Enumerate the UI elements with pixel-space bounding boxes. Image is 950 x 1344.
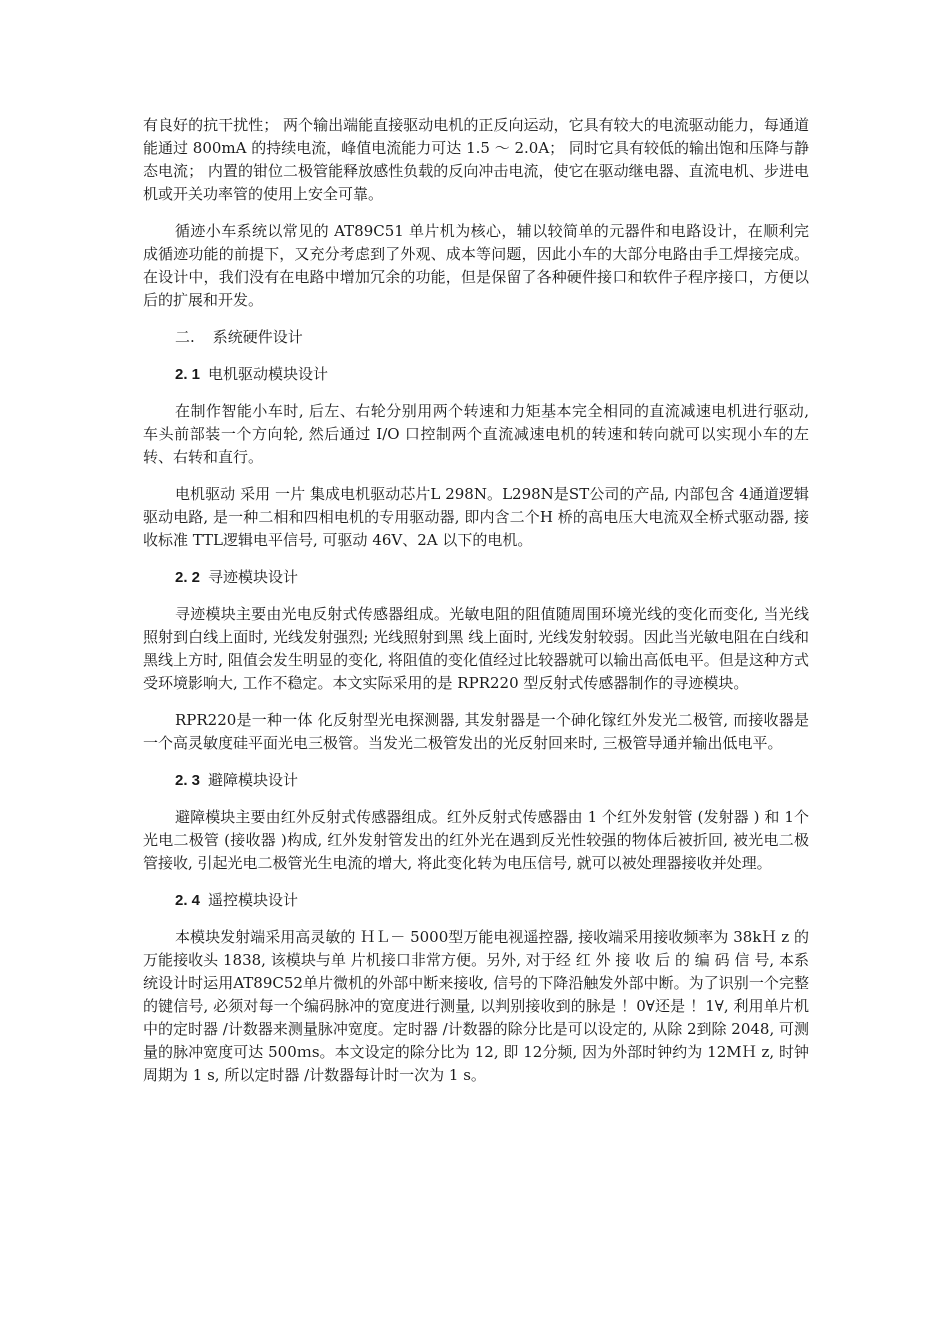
document-body (143, 114, 809, 1101)
paragraph: 在制作智能小车时, 后左、右轮分别用两个转速和力矩基本完全相同的直流减速电机进行驱动, 车头前部装一个方向轮, 然后通过 I/O 口控制两个直流减速电机的转速和转向就可以实现小车的左转、右转和直行。 (143, 402, 809, 466)
section-heading (143, 326, 809, 349)
paragraph: 本模块发射端采用高灵敏的 ＨＬ－ 5000型万能电视遥控器, 接收端采用接收频率为 38kＨ z 的万能接收头 1838, 该模块与单 片机接口非常方便。另外, 对于经 红 外 接 收 后 的 编 码 信 号, 本系统设计时运用AT89C52单片微机的外部中断来接收, 信号的下降沿触发外部中断。为了识别一个完整的键信号, 必须对每一个编码脉冲的宽度进行测量, 以判别接收到的脉是 ！0∀还是 ！1∀, 利用单片机中的定时器 /计数器来测量脉冲宽度。定时器 /计数器的除分比是可以设定的, 从除 2到除 2048, 可测量的脉冲宽度可达 500ｍs。本文设定的除分比为 12, 即 12分频, 因为外部时钟约为 12MＨ z, 时钟周期为 1 s, 所以定时器 /计数器每计时一次为 1 s。 (143, 928, 809, 1084)
section-number: 二. (175, 328, 195, 346)
section-heading (143, 363, 809, 386)
paragraph: 有良好的抗干扰性； 两个输出端能直接驱动电机的正反向运动，它具有较大的电流驱动能力，每通道能通过 800mA 的持续电流，峰值电流能力可达 1.5 ～ 2.0A； 同时它具有较低的输出饱和压降与静态电流； 内置的钳位二极管能释放感性负载的反向冲击电流，使它在驱动继电器、直流电机、步进电机或开关功率管的使用上安全可靠。 (143, 116, 809, 203)
section-heading (143, 566, 809, 589)
section-title: 电机驱动模块设计 (208, 365, 329, 383)
paragraph: 避障模块主要由红外反射式传感器组成。红外反射式传感器由 1 个红外发射管 (发射器 ) 和 1个光电二极管 (接收器 )构成, 红外发射管发出的红外光在遇到反光性较强的物体后被折回, 被光电二极管接收, 引起光电二极管光生电流的增大, 将此变化转为电压信号, 就可以被处理器接收并处理。 (143, 808, 809, 872)
section-number: 2. 2 (175, 569, 201, 586)
paragraph: 循迹小车系统以常见的 AT89C51 单片机为核心，辅以较简单的元器件和电路设计，在顺利完成循迹功能的前提下，又充分考虑到了外观、成本等问题，因此小车的大部分电路由手工焊接完成。在设计中，我们没有在电路中增加冗余的功能，但是保留了各种硬件接口和软件子程序接口，方便以后的扩展和开发。 (143, 222, 809, 309)
paragraph: 寻迹模块主要由光电反射式传感器组成。光敏电阻的阻值随周围环境光线的变化而变化, 当光线照射到白线上面时, 光线发射强烈; 光线照射到黑 线上面时, 光线发射较弱。因此当光敏电阻在白线和黑线上方时, 阻值会发生明显的变化, 将阻值的变化值经过比较器就可以输出高低电平。但是这种方式受环境影响大, 工作不稳定。本文实际采用的是 RPR220 型反射式传感器制作的寻迹模块。 (143, 605, 809, 692)
section-number: 2. 1 (175, 366, 201, 383)
section-number: 2. 4 (175, 892, 201, 909)
section-number: 2. 3 (175, 772, 201, 789)
section-heading (143, 889, 809, 912)
section-title: 寻迹模块设计 (208, 568, 299, 586)
section-heading (143, 769, 809, 792)
paragraph: 电机驱动 采用 一片 集成电机驱动芯片L 298N。L298N是ST公司的产品, 内部包含 4通道逻辑驱动电路, 是一种二相和四相电机的专用驱动器, 即内含二个H 桥的高电压大电流双全桥式驱动器, 接收标准 TTL逻辑电平信号, 可驱动 46V、2A 以下的电机。 (143, 485, 809, 549)
section-title: 避障模块设计 (208, 771, 299, 789)
section-title: 遥控模块设计 (208, 891, 299, 909)
section-title: 系统硬件设计 (212, 328, 303, 346)
paragraph: RPR220是一种一体 化反射型光电探测器, 其发射器是一个砷化镓红外发光二极管, 而接收器是一个高灵敏度硅平面光电三极管。当发光二极管发出的光反射回来时, 三极管导通并输出低电平。 (143, 711, 809, 752)
